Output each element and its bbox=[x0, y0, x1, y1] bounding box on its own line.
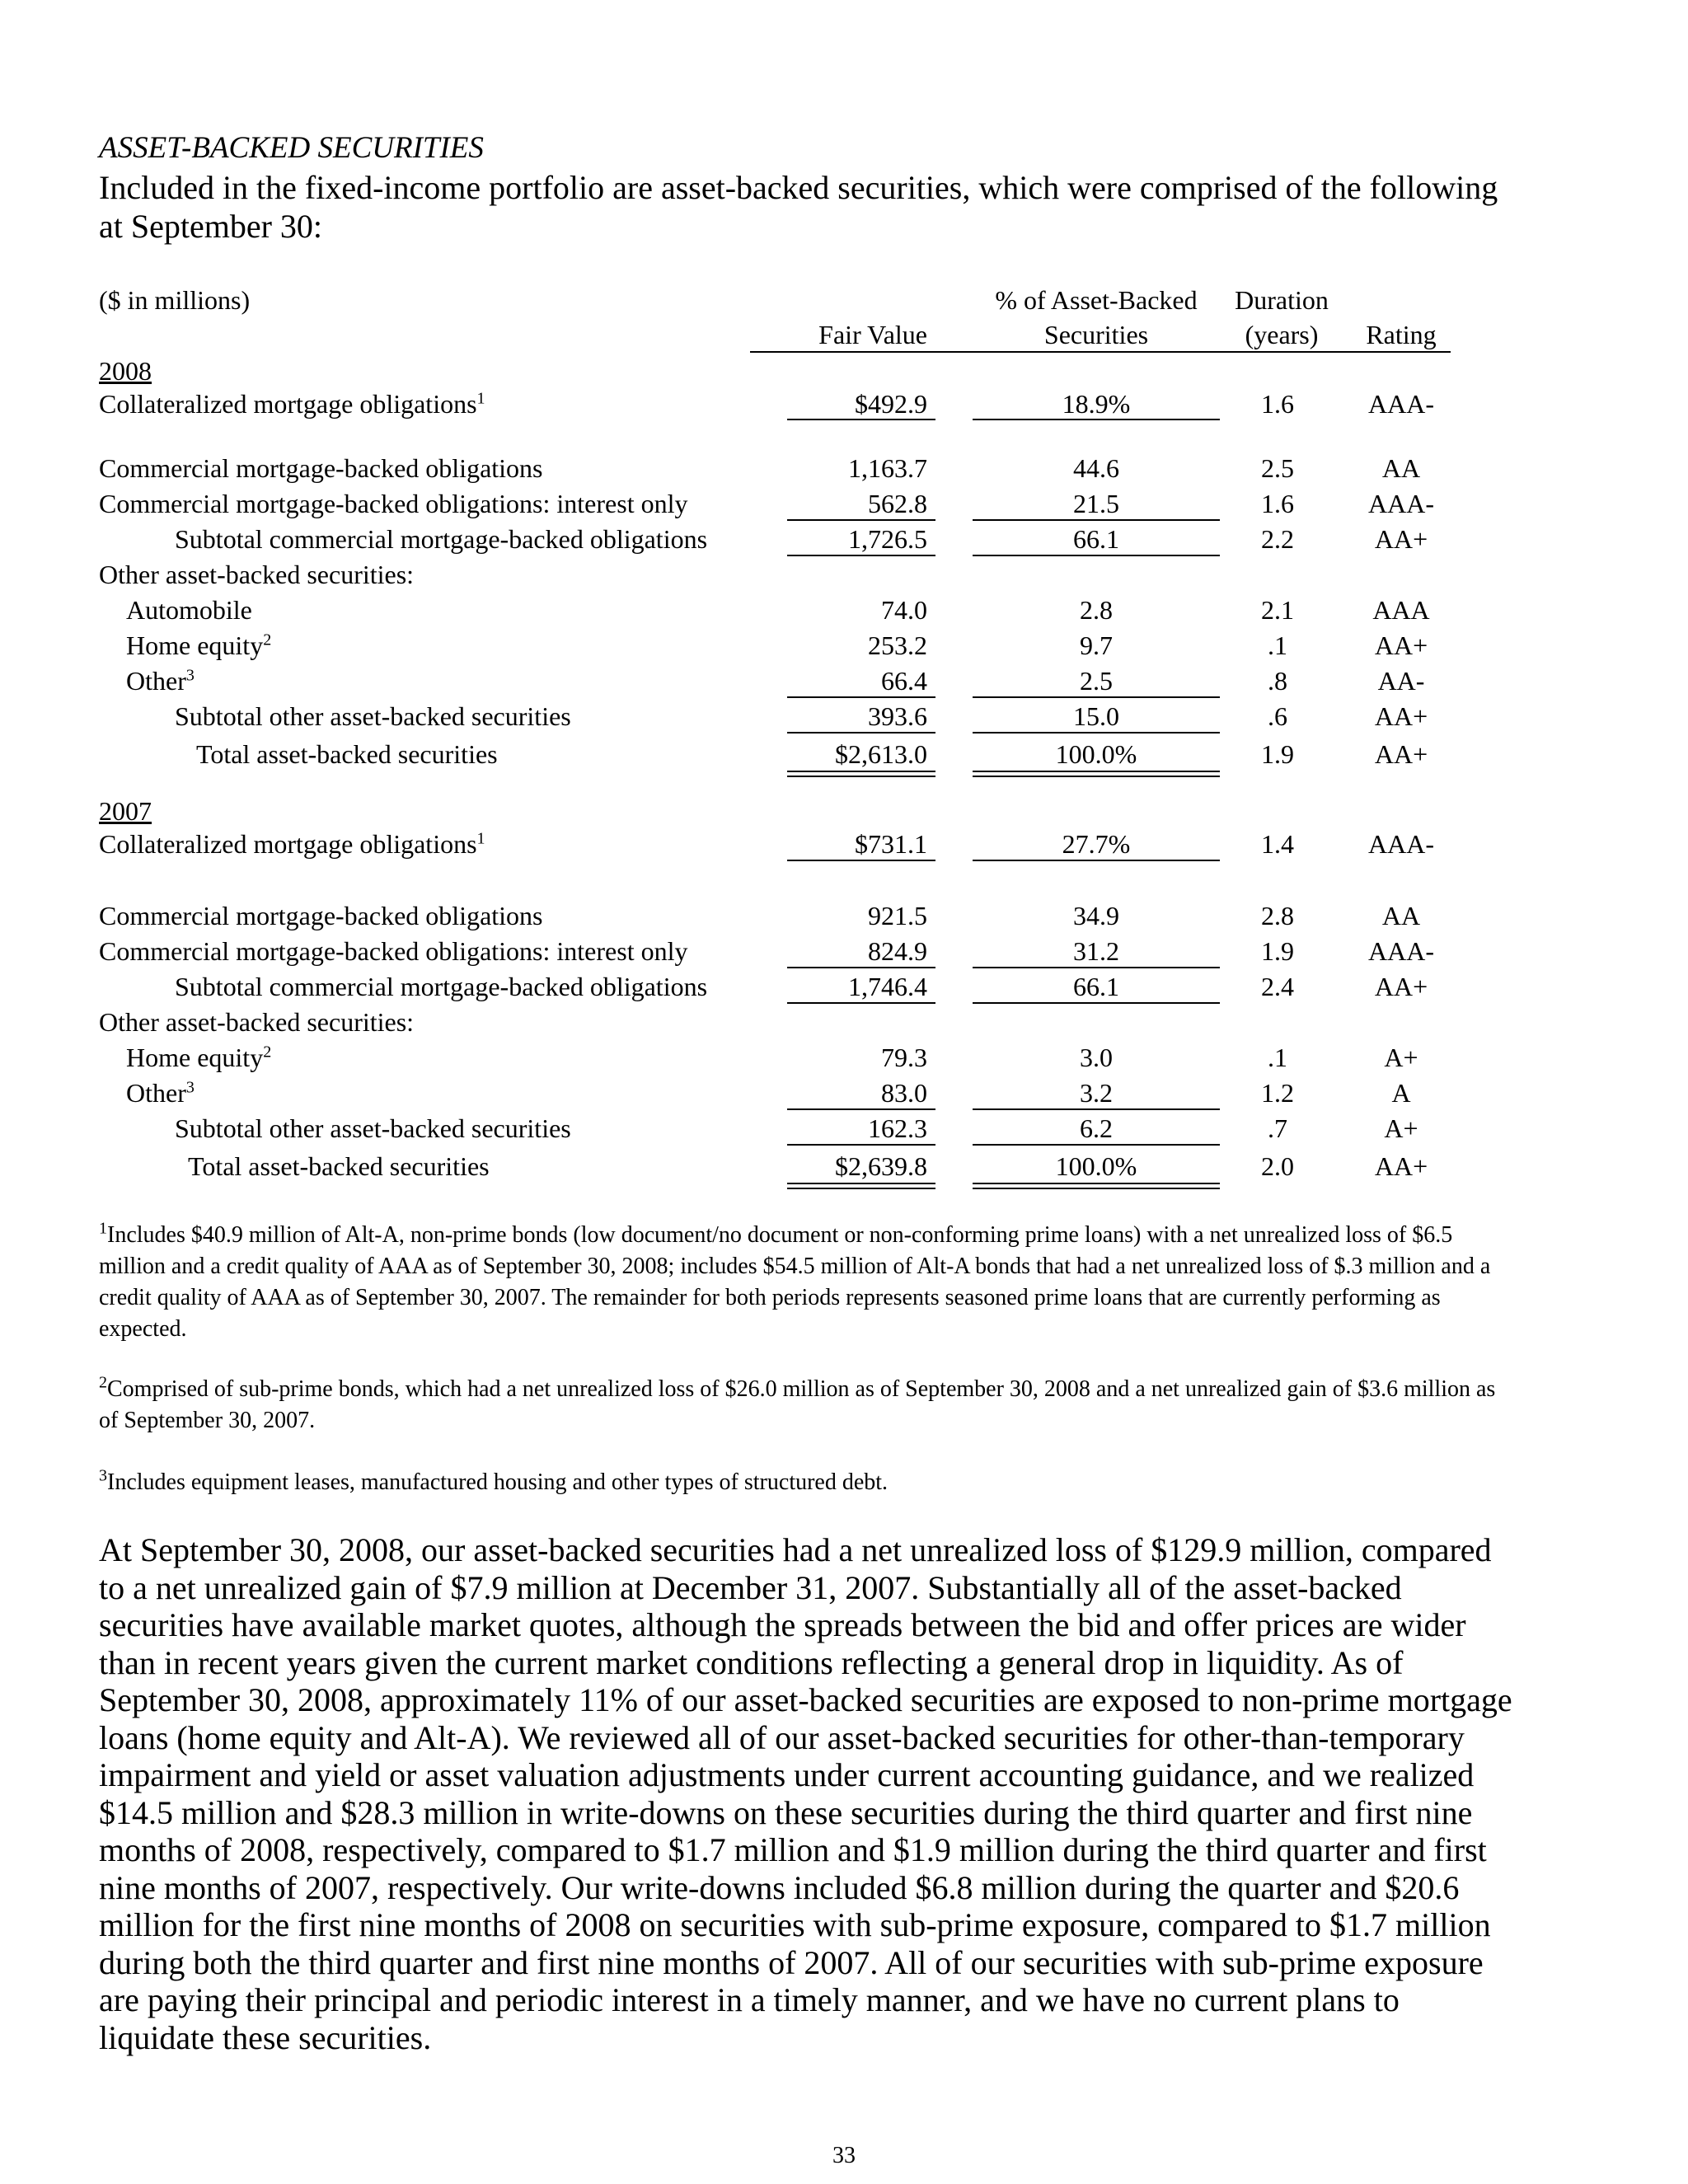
underline bbox=[787, 696, 935, 698]
row-label: Other asset-backed securities: bbox=[99, 560, 415, 589]
fair-value: 162.3 bbox=[868, 1113, 927, 1143]
fair-value: 1,726.5 bbox=[848, 524, 927, 554]
row-label: Other bbox=[126, 666, 186, 696]
rating-value: AA+ bbox=[1374, 701, 1428, 731]
footnote-mark: 3 bbox=[99, 1466, 107, 1485]
duration-value: 2.5 bbox=[1261, 453, 1294, 483]
underline bbox=[973, 1002, 1220, 1004]
duration-value: 1.6 bbox=[1261, 489, 1294, 518]
body-paragraph: At September 30, 2008, our asset-backed securities had a net unrealized loss of $129.9 million, compared to a net unrealized gain of $7.9 million at December 31, 2007. Substantially all of the asset-backed securities have available market quotes, although the spreads between the bid and offer prices are wider than in recent years given the current market conditions reflecting a general drop in liquidity. As of September 30, 2008, approximately 11% of our asset-backed securities are exposed to non-prime mortgage loans (home equity and Alt-A). We reviewed all of our asset-backed securities for other-than-temporary impairment and yield or asset valuation adjustments under current accounting guidance, and we realized $14.5 million and $28.3 million in write-downs on these securities during the third quarter and first nine months of 2008, respectively, compared to $1.7 million and $1.9 million during the third quarter and first nine months of 2007, respectively. Our write-downs included $6.8 million during the quarter and $20.6 million for the first nine months of 2008 on securities with sub-prime exposure, compared to $1.7 million during both the third quarter and first nine months of 2007. All of our securities with sub-prime exposure are paying their principal and periodic interest in a timely manner, and we have no current plans to liquidate these securities. bbox=[99, 1531, 1512, 2056]
intro-text: Included in the fixed-income portfolio are asset-backed securities, which were comprised of the following at September 30: bbox=[99, 169, 1498, 245]
rating-value: AAA- bbox=[1368, 489, 1434, 518]
duration-value: 2.2 bbox=[1261, 524, 1294, 554]
duration-value: 1.6 bbox=[1261, 389, 1294, 419]
units-label: ($ in millions) bbox=[99, 285, 251, 315]
underline bbox=[973, 696, 1220, 698]
row-label: Collateralized mortgage obligations bbox=[99, 389, 477, 419]
underline bbox=[787, 732, 935, 733]
table-row bbox=[0, 595, 1688, 628]
footnote-ref: 2 bbox=[263, 1043, 272, 1062]
pct-value: 27.7% bbox=[1062, 829, 1131, 859]
rating-value: A+ bbox=[1384, 1043, 1418, 1072]
fair-value: 921.5 bbox=[868, 901, 927, 930]
underline bbox=[973, 1108, 1220, 1110]
fair-value: $2,639.8 bbox=[835, 1151, 927, 1181]
table-row bbox=[0, 389, 1688, 422]
pct-value: 18.9% bbox=[1062, 389, 1131, 419]
pct-value: 31.2 bbox=[1073, 936, 1119, 966]
rating-value: AA bbox=[1381, 453, 1421, 483]
duration-value: 1.9 bbox=[1261, 936, 1294, 966]
table-row bbox=[0, 1113, 1688, 1146]
col-rating-header: Rating bbox=[1366, 320, 1437, 349]
rating-value: AA+ bbox=[1374, 1151, 1428, 1181]
duration-value: .8 bbox=[1268, 666, 1287, 696]
pct-value: 100.0% bbox=[1055, 1151, 1137, 1181]
rating-value: AAA bbox=[1372, 595, 1430, 625]
row-label: Total asset-backed securities bbox=[188, 1151, 490, 1181]
row-label: Commercial mortgage-backed obligations: interest only bbox=[99, 936, 688, 966]
fair-value: 66.4 bbox=[881, 666, 927, 696]
footnote-ref: 3 bbox=[185, 1078, 195, 1097]
header-rule bbox=[750, 351, 1451, 353]
table-row bbox=[0, 701, 1688, 734]
table-row bbox=[0, 666, 1688, 699]
footnote-ref: 3 bbox=[185, 666, 195, 685]
fair-value: 562.8 bbox=[868, 489, 927, 518]
table-row bbox=[0, 489, 1688, 522]
pct-value: 6.2 bbox=[1080, 1113, 1113, 1143]
section-heading: ASSET-BACKED SECURITIES bbox=[99, 131, 484, 165]
row-label: Commercial mortgage-backed obligations bbox=[99, 901, 543, 930]
rating-value: AA+ bbox=[1374, 630, 1428, 660]
row-label: Total asset-backed securities bbox=[196, 739, 498, 769]
footnote-2 bbox=[99, 1374, 1500, 1436]
row-label: Subtotal commercial mortgage-backed obligations bbox=[175, 972, 708, 1001]
pct-value: 66.1 bbox=[1073, 524, 1119, 554]
col-pct-header-2: Securities bbox=[1043, 320, 1149, 349]
fair-value: $2,613.0 bbox=[835, 739, 927, 769]
underline bbox=[973, 967, 1220, 968]
fair-value: 824.9 bbox=[868, 936, 927, 966]
table-row bbox=[0, 453, 1688, 486]
fair-value: 253.2 bbox=[868, 630, 927, 660]
duration-value: 1.2 bbox=[1261, 1078, 1294, 1108]
footnote-1 bbox=[99, 1220, 1500, 1345]
table-row bbox=[0, 1078, 1688, 1111]
table-row bbox=[0, 936, 1688, 969]
fair-value: 393.6 bbox=[868, 701, 927, 731]
row-label: Other asset-backed securities: bbox=[99, 1007, 415, 1037]
pct-value: 15.0 bbox=[1073, 701, 1119, 731]
fair-value: 74.0 bbox=[881, 595, 927, 625]
table-row bbox=[0, 630, 1688, 663]
row-label: Automobile bbox=[126, 595, 252, 625]
footnote-text: Includes equipment leases, manufactured housing and other types of structured debt. bbox=[107, 1469, 889, 1495]
pct-value: 3.2 bbox=[1080, 1078, 1113, 1108]
underline bbox=[787, 1002, 935, 1004]
duration-value: 2.4 bbox=[1261, 972, 1294, 1001]
year-label-2008: 2008 bbox=[99, 356, 152, 386]
duration-value: 1.4 bbox=[1261, 829, 1294, 859]
table-row bbox=[0, 829, 1688, 862]
rating-value: A bbox=[1391, 1078, 1411, 1108]
footnote-text: Includes $40.9 million of Alt-A, non-prime bonds (low document/no document or non-conforming prime loans) with a net unrealized loss of $6.5 million and a credit quality of AAA as of September 30, 2008; includes $54.5 million of Alt-A bonds that had a net unrealized loss of $.3 million and a credit quality of AAA as of September 30, 2007. The remainder for both periods represents seasoned prime loans that are currently performing as expected. bbox=[99, 1222, 1491, 1342]
pct-value: 2.8 bbox=[1080, 595, 1113, 625]
footnote-text: Comprised of sub-prime bonds, which had a net unrealized loss of $26.0 million as of September 30, 2008 and a net unrealized gain of $3.6 million as of September 30, 2007. bbox=[99, 1376, 1496, 1433]
underline bbox=[973, 419, 1220, 420]
underline bbox=[787, 419, 935, 420]
fair-value: $492.9 bbox=[855, 389, 927, 419]
fair-value: 1,163.7 bbox=[848, 453, 927, 483]
underline bbox=[973, 519, 1220, 521]
row-label: Home equity bbox=[126, 630, 264, 660]
footnote-mark: 1 bbox=[99, 1219, 107, 1238]
row-label: Other bbox=[126, 1078, 186, 1108]
table-row bbox=[0, 1007, 1688, 1040]
table-row bbox=[0, 739, 1688, 772]
fair-value: 83.0 bbox=[881, 1078, 927, 1108]
duration-value: .6 bbox=[1268, 701, 1287, 731]
underline bbox=[787, 555, 935, 556]
row-label: Subtotal other asset-backed securities bbox=[175, 701, 571, 731]
pct-value: 100.0% bbox=[1055, 739, 1137, 769]
col-fair-value-header: Fair Value bbox=[818, 320, 927, 349]
rating-value: AA+ bbox=[1374, 739, 1428, 769]
table-row bbox=[0, 560, 1688, 593]
row-label: Commercial mortgage-backed obligations bbox=[99, 453, 543, 483]
row-label: Home equity bbox=[126, 1043, 264, 1072]
pct-value: 9.7 bbox=[1080, 630, 1113, 660]
underline bbox=[787, 519, 935, 521]
underline bbox=[973, 1144, 1220, 1146]
fair-value: 1,746.4 bbox=[848, 972, 927, 1001]
rating-value: AAA- bbox=[1368, 389, 1434, 419]
double-underline bbox=[787, 771, 935, 777]
year-label-2007: 2007 bbox=[99, 796, 152, 826]
table-row bbox=[0, 972, 1688, 1005]
underline bbox=[973, 860, 1220, 861]
duration-value: 2.8 bbox=[1261, 901, 1294, 930]
table-row bbox=[0, 1043, 1688, 1076]
col-pct-header-1: % of Asset-Backed bbox=[995, 285, 1198, 315]
pct-value: 2.5 bbox=[1080, 666, 1113, 696]
table-row bbox=[0, 901, 1688, 934]
underline bbox=[787, 967, 935, 968]
rating-value: AAA- bbox=[1368, 936, 1434, 966]
double-underline bbox=[787, 1183, 935, 1189]
underline bbox=[973, 732, 1220, 733]
duration-value: 1.9 bbox=[1261, 739, 1294, 769]
table-row bbox=[0, 1151, 1688, 1184]
page-number: 33 bbox=[832, 2143, 856, 2168]
pct-value: 34.9 bbox=[1073, 901, 1119, 930]
rating-value: AA bbox=[1381, 901, 1421, 930]
row-label: Commercial mortgage-backed obligations: interest only bbox=[99, 489, 688, 518]
double-underline bbox=[973, 1183, 1220, 1189]
pct-value: 3.0 bbox=[1080, 1043, 1113, 1072]
footnote-3 bbox=[99, 1467, 1500, 1498]
underline bbox=[973, 555, 1220, 556]
duration-value: .1 bbox=[1268, 630, 1287, 660]
rating-value: AAA- bbox=[1368, 829, 1434, 859]
duration-value: .7 bbox=[1268, 1113, 1287, 1143]
footnote-ref: 1 bbox=[476, 829, 485, 848]
rating-value: A+ bbox=[1384, 1113, 1418, 1143]
rating-value: AA+ bbox=[1374, 972, 1428, 1001]
row-label: Subtotal commercial mortgage-backed obligations bbox=[175, 524, 708, 554]
row-label: Collateralized mortgage obligations bbox=[99, 829, 477, 859]
underline bbox=[787, 1108, 935, 1110]
fair-value: $731.1 bbox=[855, 829, 927, 859]
pct-value: 66.1 bbox=[1073, 972, 1119, 1001]
underline bbox=[787, 860, 935, 861]
table-row bbox=[0, 524, 1688, 557]
footnote-ref: 1 bbox=[476, 389, 485, 408]
row-label: Subtotal other asset-backed securities bbox=[175, 1113, 571, 1143]
rating-value: AA- bbox=[1377, 666, 1425, 696]
duration-value: .1 bbox=[1268, 1043, 1287, 1072]
pct-value: 21.5 bbox=[1073, 489, 1119, 518]
col-duration-header-1: Duration bbox=[1235, 285, 1329, 315]
col-duration-header-2: (years) bbox=[1245, 320, 1319, 349]
pct-value: 44.6 bbox=[1073, 453, 1119, 483]
double-underline bbox=[973, 771, 1220, 777]
underline bbox=[787, 1144, 935, 1146]
footnote-ref: 2 bbox=[263, 630, 272, 649]
duration-value: 2.1 bbox=[1261, 595, 1294, 625]
duration-value: 2.0 bbox=[1261, 1151, 1294, 1181]
fair-value: 79.3 bbox=[881, 1043, 927, 1072]
rating-value: AA+ bbox=[1374, 524, 1428, 554]
footnote-mark: 2 bbox=[99, 1373, 107, 1392]
